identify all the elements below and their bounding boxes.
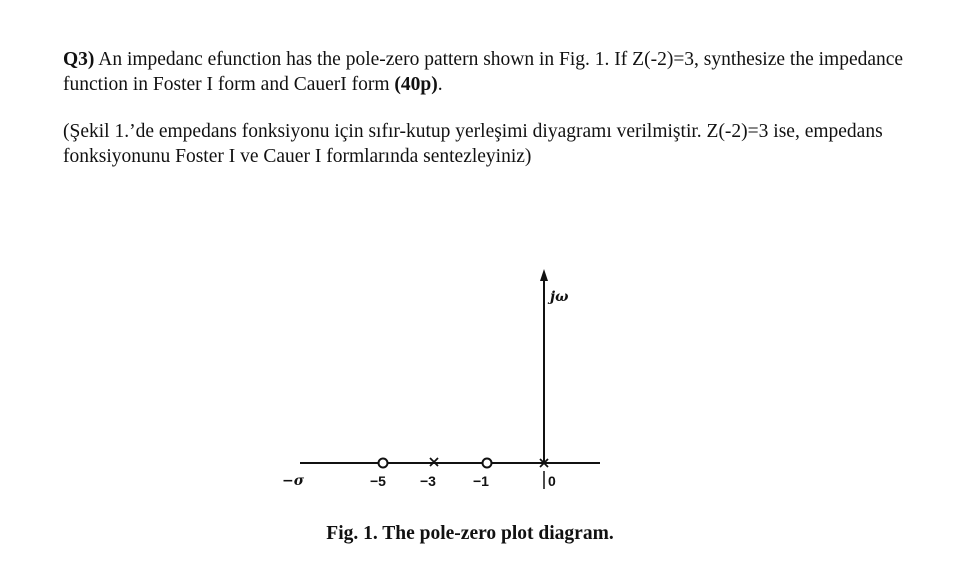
question-text — [63, 47, 943, 97]
tick-label-minus-1: −1 — [473, 473, 489, 489]
question-body: An impedanc efunction has the pole-zero pattern shown in Fig. 1. If Z(-2)=3, synthesize the impedance function in Foster I form and CauerI form — [63, 49, 904, 95]
tick-label-minus-5: −5 — [370, 473, 386, 489]
pole-zero-plot — [270, 265, 610, 510]
question-end: . — [437, 74, 443, 95]
imag-axis-label: jω — [550, 289, 569, 305]
tick-label-minus-3: −3 — [420, 473, 436, 489]
origin-label: 0 — [548, 473, 556, 489]
zero-marker-minus-5 — [379, 459, 388, 468]
translation-text: (Şekil 1.’de empedans fonksiyonu için sıfır-kutup yerleşimi diyagramı verilmiştir. Z(-2)=3 ise, empedans fonksiyonunu Foster I ve Cauer I formlarında sentezleyiniz) — [63, 121, 883, 167]
question-label: Q3) — [63, 49, 95, 70]
imag-axis-arrow — [540, 269, 548, 281]
question-points: (40p) — [394, 74, 438, 95]
figure-caption: Fig. 1. The pole-zero plot diagram. — [326, 523, 614, 544]
zero-marker-minus-1 — [483, 459, 492, 468]
pole-zero-figure — [270, 265, 610, 515]
real-axis-label: −σ — [282, 473, 305, 489]
